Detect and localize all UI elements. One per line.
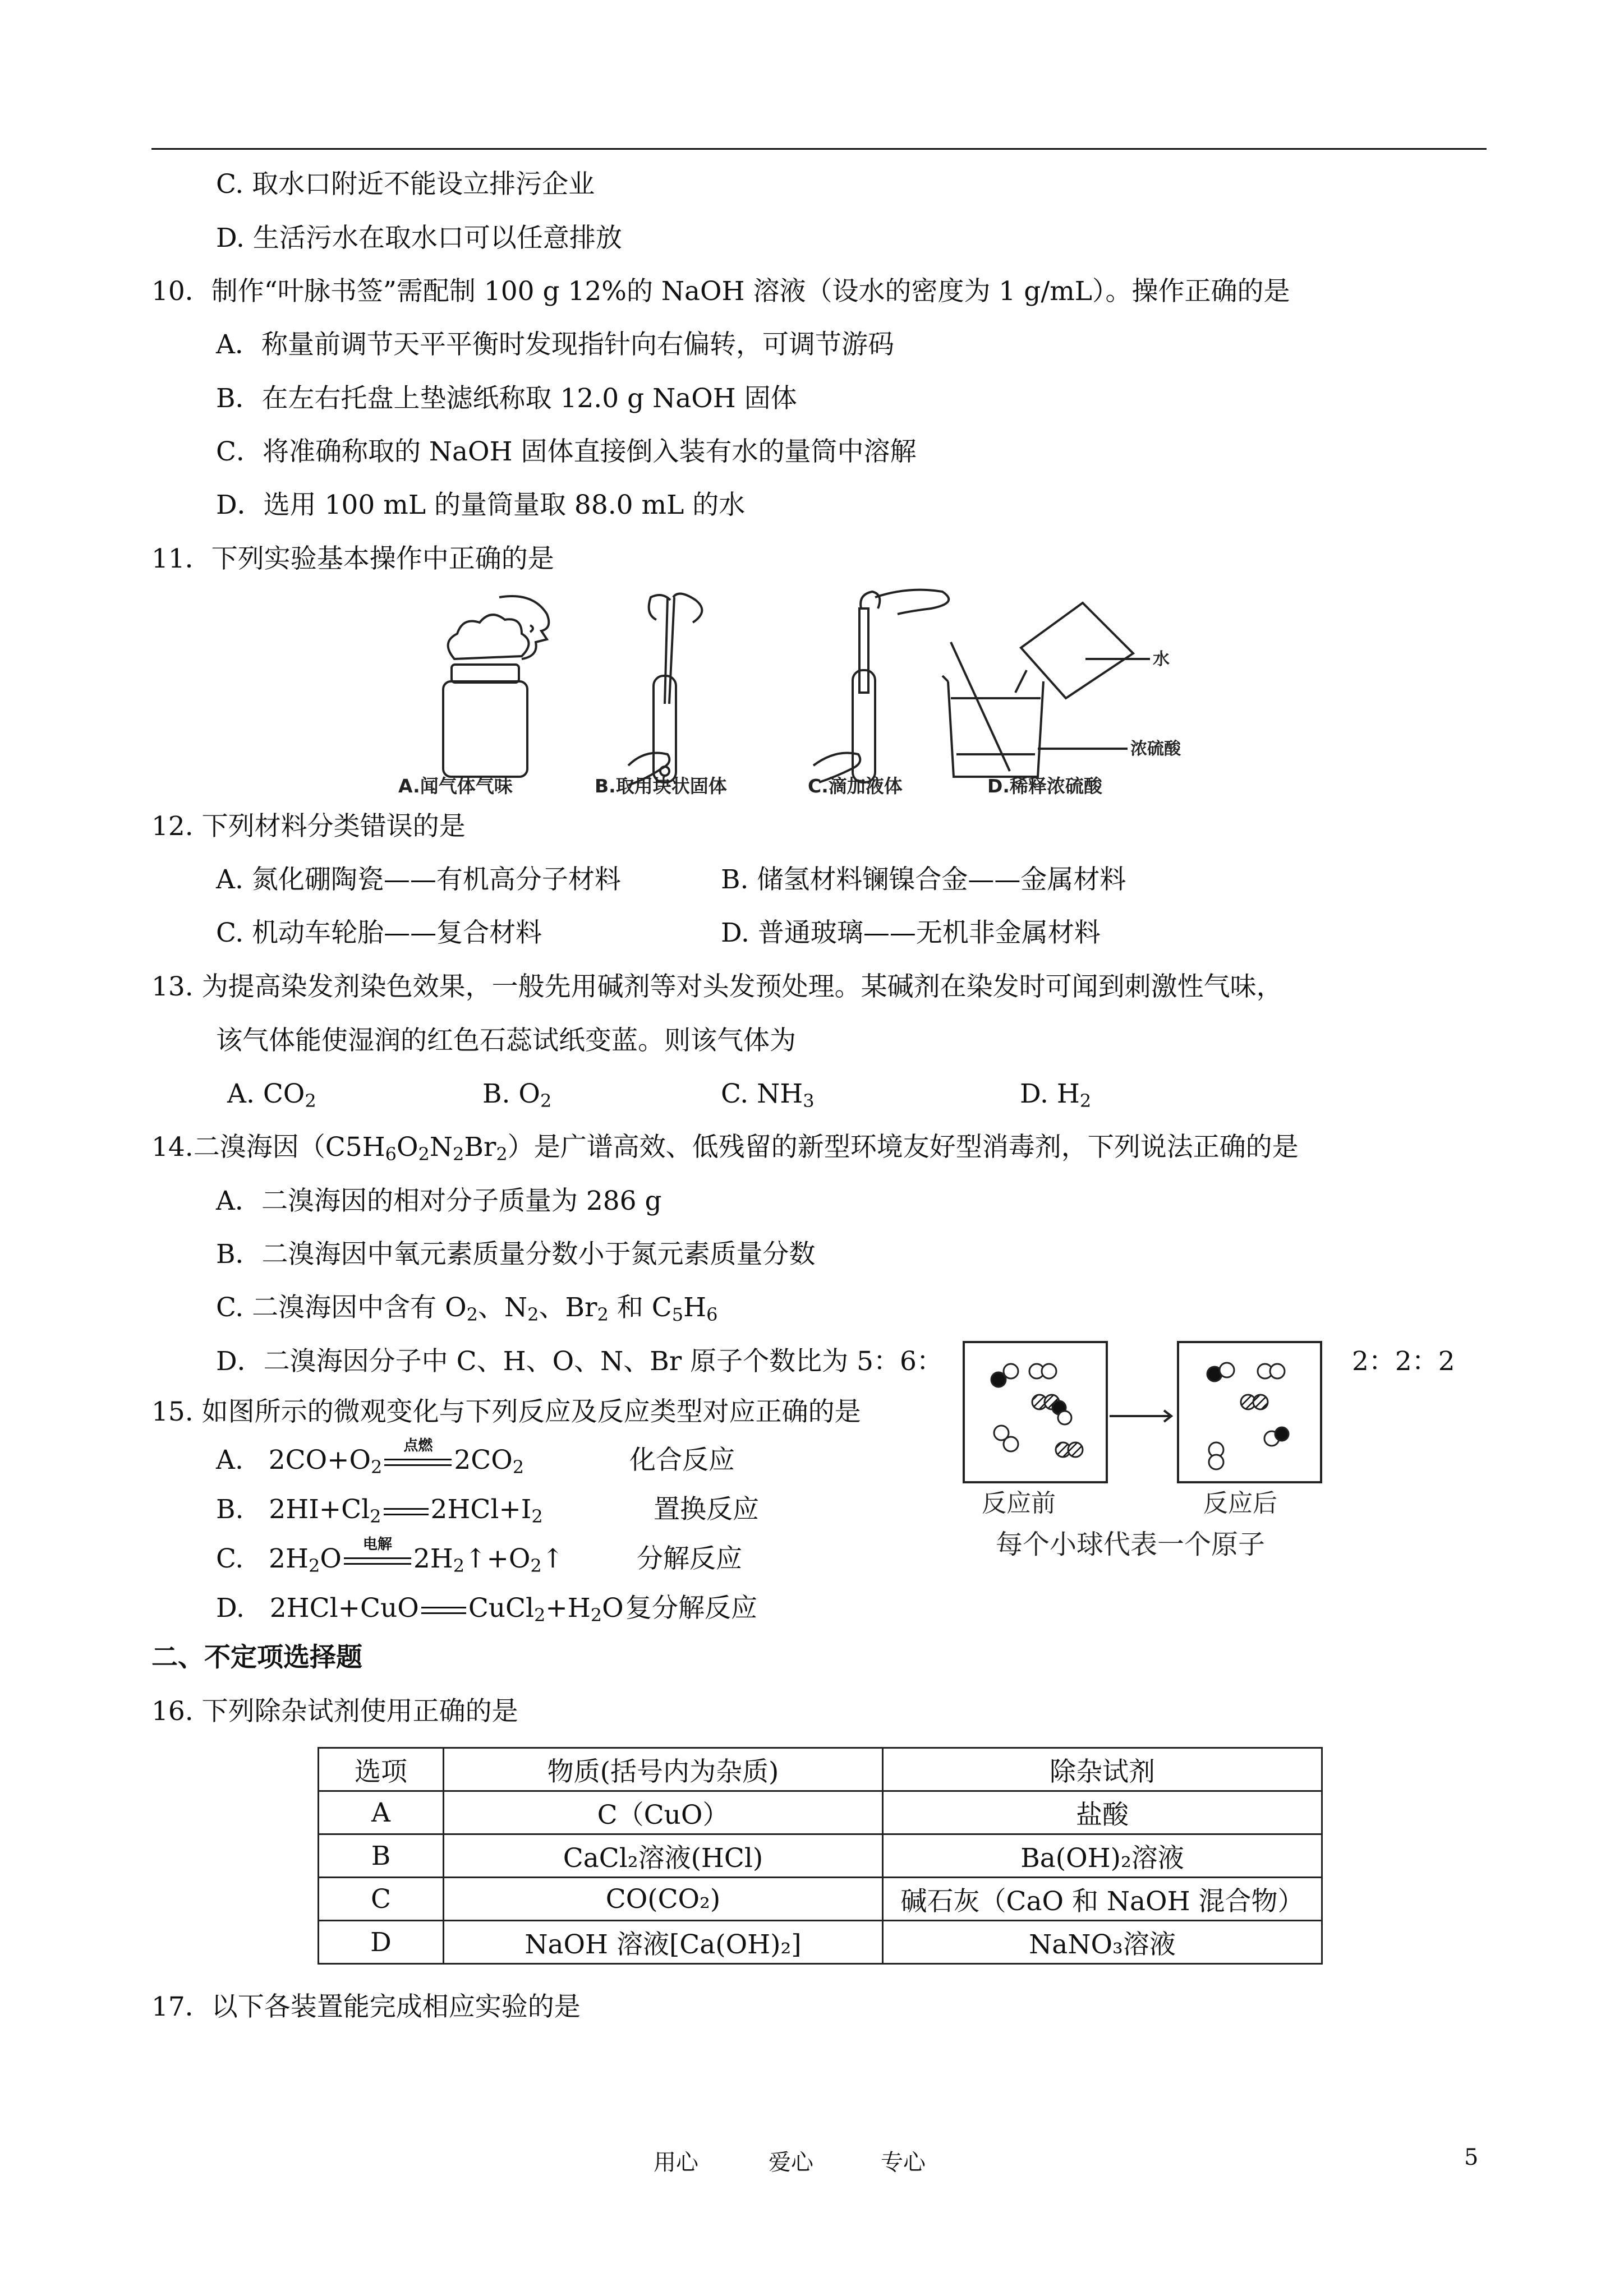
q16-stem: 16. 下列除杂试剂使用正确的是	[151, 1696, 518, 1727]
table-cell: B	[319, 1834, 444, 1878]
q13-option-a: A. $CO_2$	[227, 1078, 316, 1112]
table-row	[319, 1921, 1322, 1964]
table-header-row	[319, 1748, 1322, 1791]
q17-stem: 17．以下各装置能完成相应实验的是	[151, 1991, 581, 2022]
table-cell: 盐酸	[883, 1791, 1322, 1834]
header-rule	[151, 148, 1487, 150]
q12-option-b: B. 储氢材料镧镍合金——金属材料	[721, 864, 1126, 895]
q15-type-d: 复分解反应	[625, 1593, 757, 1624]
section-heading: 二、不定项选择题	[151, 1642, 362, 1673]
q13-option-c: C. $NH_3$	[721, 1078, 815, 1112]
reaction-arrow-electrolysis: 电解	[344, 1551, 411, 1571]
test-tube-illustration-c	[813, 590, 949, 782]
q14-option-d: D．二溴海因分子中 C、H、O、N、Br 原子个数比为 5：6：	[216, 1346, 943, 1377]
q16-table	[318, 1747, 1323, 1965]
label-conc-acid: 浓硫酸	[1130, 739, 1181, 759]
table-cell: 碱石灰（CaO 和 NaOH 混合物）	[883, 1878, 1322, 1921]
q14-option-a: A．二溴海因的相对分子质量为 286 g	[216, 1186, 662, 1216]
q12-option-d: D. 普通玻璃——无机非金属材料	[721, 918, 1101, 948]
page-number: 5	[1464, 2145, 1479, 2170]
table-row	[319, 1878, 1322, 1921]
q14-option-b: B．二溴海因中氧元素质量分数小于氮元素质量分数	[216, 1239, 816, 1270]
q15-type-b: 置换反应	[654, 1494, 759, 1525]
footer-word-2: 爱心	[769, 2150, 813, 2175]
table-header-cell: 除杂试剂	[883, 1748, 1322, 1791]
table-cell: D	[319, 1921, 444, 1964]
table-cell: C（CuO）	[444, 1791, 883, 1834]
q13-stem-line2: 该气体能使湿润的红色石蕊试纸变蓝。则该气体为	[216, 1025, 796, 1056]
table-row	[319, 1791, 1322, 1834]
q15-stem: 15. 如图所示的微观变化与下列反应及反应类型对应正确的是	[151, 1396, 861, 1427]
caption-a: A.闻气体气味	[398, 775, 513, 797]
reaction-arrow-plain-d	[421, 1600, 466, 1620]
label-water: 水	[1153, 649, 1170, 669]
table-cell: CO(CO₂)	[444, 1878, 883, 1921]
q10-option-d: D．选用 100 mL 的量筒量取 88.0 mL 的水	[216, 490, 746, 520]
q12-option-a: A. 氮化硼陶瓷——有机高分子材料	[216, 864, 621, 895]
table-header-cell: 物质(括号内为杂质)	[444, 1748, 883, 1791]
q11-figure	[387, 586, 1251, 799]
q9-option-d: D. 生活污水在取水口可以任意排放	[216, 223, 622, 253]
q13-option-b: B. $O_2$	[482, 1078, 552, 1112]
q10-stem: 10．制作“叶脉书签”需配制 100 g 12%的 NaOH 溶液（设水的密度为 1 g/mL）。操作正确的是	[151, 276, 1290, 307]
reaction-arrow-plain	[384, 1501, 429, 1522]
caption-b: B.取用块状固体	[595, 775, 727, 797]
table-cell: NaNO₃溶液	[883, 1921, 1322, 1964]
q12-option-c: C. 机动车轮胎——复合材料	[216, 918, 542, 948]
table-cell: NaOH 溶液[Ca(OH)₂]	[444, 1921, 883, 1964]
caption-c: C.滴加液体	[808, 775, 903, 797]
q15-option-c: C. $2H_2O$ 电解 $2H_2↑+O_2↑$	[216, 1536, 564, 1576]
q13-option-d: D. $H_2$	[1020, 1078, 1092, 1112]
test-tube-illustration-b	[628, 594, 702, 785]
table-row	[319, 1834, 1322, 1878]
table-header-cell: 选项	[319, 1748, 444, 1791]
table-cell: A	[319, 1791, 444, 1834]
label-before-reaction: 反应前	[982, 1489, 1056, 1518]
beaker-illustration-d	[942, 603, 1150, 777]
table-cell: Ba(OH)₂溶液	[883, 1834, 1322, 1878]
gas-jar-illustration	[443, 596, 549, 777]
reaction-arrow-ignite: 点燃	[384, 1452, 452, 1472]
q15-option-b: B. $2HI+Cl_2$ $2HCl+I_2$	[216, 1494, 543, 1527]
label-atom-legend: 每个小球代表一个原子	[996, 1529, 1266, 1560]
q15-type-c: 分解反应	[637, 1543, 742, 1574]
q14-option-d-tail: 2：2：2	[1352, 1346, 1455, 1377]
q10-option-a: A．称量前调节天平平衡时发现指针向右偏转，可调节游码	[216, 329, 894, 360]
footer-word-1: 用心	[654, 2150, 698, 2175]
caption-d: D.稀释浓硫酸	[987, 775, 1102, 797]
micro-change-figure	[959, 1338, 1419, 1570]
q10-option-b: B．在左右托盘上垫滤纸称取 12.0 g NaOH 固体	[216, 383, 797, 414]
q14-option-c: C. 二溴海因中含有 $O_2$、$N_2$、$Br_2$ 和 $C_5H_6$	[216, 1292, 718, 1325]
q12-stem: 12. 下列材料分类错误的是	[151, 811, 466, 842]
q10-option-c: C．将准确称取的 NaOH 固体直接倒入装有水的量筒中溶解	[216, 436, 917, 467]
table-cell: C	[319, 1878, 444, 1921]
q15-type-a: 化合反应	[629, 1445, 735, 1476]
q11-stem: 11．下列实验基本操作中正确的是	[151, 543, 554, 574]
q14-stem: 14.二溴海因$(C5H_6O_2N_2Br_2)$是广谱高效、低残留的新型环境友好型消毒剂，下列说法正确的是	[151, 1132, 1299, 1165]
q15-option-d: D. 2HCl+CuO $CuCl_2+H_2O$	[216, 1593, 624, 1626]
q9-option-c: C. 取水口附近不能设立排污企业	[216, 169, 595, 200]
q15-option-a: A. $2CO+O_2$ 点燃 $2CO_2$	[216, 1437, 525, 1478]
label-after-reaction: 反应后	[1203, 1489, 1277, 1518]
q13-stem-line1: 13. 为提高染发剂染色效果，一般先用碱剂等对头发预处理。某碱剂在染发时可闻到刺激性气味，	[151, 971, 1283, 1002]
footer-word-3: 专心	[881, 2150, 926, 2175]
table-cell: CaCl₂溶液(HCl)	[444, 1834, 883, 1878]
